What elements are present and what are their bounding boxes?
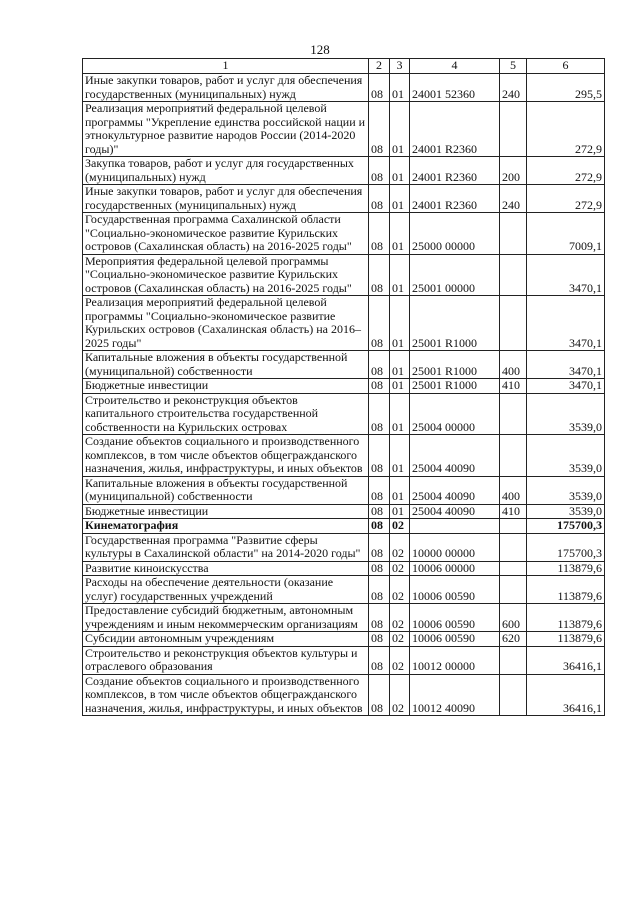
subsection-code-cell: 02 [390,632,410,647]
expense-type-cell [500,102,527,157]
section-code-cell: 08 [369,674,390,716]
budget-table [82,58,605,716]
row-name-cell: Реализация мероприятий федеральной целевой программы "Социально-экономическое развитие Курильских островов (Сахалинская область) на 2016–2025 годы" [83,296,369,351]
row-name-cell: Капитальные вложения в объекты государственной (муниципальной) собственности [83,476,369,504]
row-name-cell: Субсидии автономным учреждениям [83,632,369,647]
expense-type-cell: 200 [500,157,527,185]
amount-cell: 36416,1 [527,674,605,716]
subsection-code-cell: 02 [390,533,410,561]
target-article-cell: 25004 40090 [410,476,500,504]
section-code-cell: 08 [369,213,390,255]
amount-cell: 3539,0 [527,393,605,435]
section-code-cell: 08 [369,632,390,647]
expense-type-cell [500,533,527,561]
amount-cell: 3470,1 [527,379,605,394]
section-code-cell: 08 [369,435,390,477]
subsection-code-cell: 02 [390,646,410,674]
expense-type-cell [500,393,527,435]
expense-type-cell: 600 [500,604,527,632]
page-number: 128 [310,42,330,57]
section-code-cell: 08 [369,379,390,394]
table-row [83,519,605,534]
subsection-code-cell: 02 [390,604,410,632]
target-article-cell: 10000 00000 [410,533,500,561]
target-article-cell: 25004 40090 [410,504,500,519]
column-header: 3 [390,59,410,74]
row-name-cell: Создание объектов социального и производственного комплексов, в том числе объектов общегражданского назначения, жилья, инфраструктуры, и иных объектов [83,674,369,716]
amount-cell: 3470,1 [527,351,605,379]
table-row [83,157,605,185]
table-row [83,213,605,255]
subsection-code-cell: 01 [390,157,410,185]
section-code-cell: 08 [369,576,390,604]
target-article-cell: 25001 R1000 [410,351,500,379]
amount-cell: 272,9 [527,185,605,213]
row-name-cell: Иные закупки товаров, работ и услуг для обеспечения государственных (муниципальных) нужд [83,74,369,102]
section-code-cell: 08 [369,393,390,435]
expense-type-cell [500,561,527,576]
subsection-code-cell: 01 [390,504,410,519]
amount-cell: 36416,1 [527,646,605,674]
amount-cell: 295,5 [527,74,605,102]
row-name-cell: Иные закупки товаров, работ и услуг для обеспечения государственных (муниципальных) нужд [83,185,369,213]
table-row [83,561,605,576]
table-row [83,435,605,477]
target-article-cell: 10006 00000 [410,561,500,576]
expense-type-cell [500,519,527,534]
subsection-code-cell: 01 [390,393,410,435]
target-article-cell: 10006 00590 [410,576,500,604]
row-name-cell: Расходы на обеспечение деятельности (оказание услуг) государственных учреждений [83,576,369,604]
table-row [83,476,605,504]
expense-type-cell [500,435,527,477]
section-code-cell: 08 [369,519,390,534]
target-article-cell: 25001 R1000 [410,379,500,394]
table-row [83,576,605,604]
table-row [83,674,605,716]
target-article-cell: 10006 00590 [410,604,500,632]
target-article-cell: 10012 40090 [410,674,500,716]
section-code-cell: 08 [369,646,390,674]
subsection-code-cell: 01 [390,379,410,394]
subsection-code-cell: 01 [390,476,410,504]
amount-cell: 175700,3 [527,533,605,561]
section-code-cell: 08 [369,351,390,379]
expense-type-cell: 410 [500,504,527,519]
row-name-cell: Строительство и реконструкция объектов капитального строительства государственной собственности на Курильских островах [83,393,369,435]
row-name-cell: Государственная программа Сахалинской области "Социально-экономическое развитие Курильских островов (Сахалинская область) на 2016-2025 годы" [83,213,369,255]
expense-type-cell [500,254,527,296]
section-code-cell: 08 [369,561,390,576]
column-header: 1 [83,59,369,74]
amount-cell: 113879,6 [527,576,605,604]
expense-type-cell: 400 [500,476,527,504]
amount-cell: 113879,6 [527,604,605,632]
expense-type-cell [500,576,527,604]
target-article-cell: 24001 R2360 [410,157,500,185]
section-code-cell: 08 [369,476,390,504]
table-header-row [83,59,605,74]
target-article-cell: 25000 00000 [410,213,500,255]
row-name-cell: Создание объектов социального и производственного комплексов, в том числе объектов общегражданского назначения, жилья, инфраструктуры, и иных объектов [83,435,369,477]
row-name-cell: Государственная программа "Развитие сферы культуры в Сахалинской области" на 2014-2020 годы" [83,533,369,561]
table-row [83,296,605,351]
section-code-cell: 08 [369,74,390,102]
target-article-cell: 25004 00000 [410,393,500,435]
table-row [83,102,605,157]
subsection-code-cell: 01 [390,102,410,157]
target-article-cell: 24001 R2360 [410,102,500,157]
row-name-cell: Закупка товаров, работ и услуг для государственных (муниципальных) нужд [83,157,369,185]
row-name-cell: Предоставление субсидий бюджетным, автономным учреждениям и иным некоммерческим организациям [83,604,369,632]
section-code-cell: 08 [369,604,390,632]
table-row [83,185,605,213]
row-name-cell: Капитальные вложения в объекты государственной (муниципальной) собственности [83,351,369,379]
subsection-code-cell: 01 [390,296,410,351]
subsection-code-cell: 01 [390,435,410,477]
target-article-cell: 25004 40090 [410,435,500,477]
subsection-code-cell: 01 [390,213,410,255]
amount-cell: 3539,0 [527,435,605,477]
table-row [83,533,605,561]
row-name-cell: Мероприятия федеральной целевой программы "Социально-экономическое развитие Курильских островов (Сахалинская область) на 2016-2025 годы" [83,254,369,296]
section-code-cell: 08 [369,157,390,185]
subsection-code-cell: 02 [390,674,410,716]
table-row [83,504,605,519]
table-row [83,74,605,102]
table-row [83,632,605,647]
target-article-cell: 25001 R1000 [410,296,500,351]
target-article-cell: 25001 00000 [410,254,500,296]
amount-cell: 272,9 [527,157,605,185]
target-article-cell: 24001 R2360 [410,185,500,213]
amount-cell: 113879,6 [527,632,605,647]
expense-type-cell [500,296,527,351]
amount-cell: 175700,3 [527,519,605,534]
section-code-cell: 08 [369,102,390,157]
target-article-cell: 10012 00000 [410,646,500,674]
target-article-cell: 24001 52360 [410,74,500,102]
amount-cell: 113879,6 [527,561,605,576]
amount-cell: 3470,1 [527,296,605,351]
section-code-cell: 08 [369,254,390,296]
table-row [83,351,605,379]
subsection-code-cell: 01 [390,74,410,102]
expense-type-cell [500,213,527,255]
expense-type-cell [500,674,527,716]
expense-type-cell [500,646,527,674]
column-header: 6 [527,59,605,74]
row-name-cell: Строительство и реконструкция объектов культуры и отраслевого образования [83,646,369,674]
column-header: 2 [369,59,390,74]
amount-cell: 3539,0 [527,504,605,519]
row-name-cell: Реализация мероприятий федеральной целевой программы "Укрепление единства российской нации и этнокультурное развитие народов России (2014-2020 годы)" [83,102,369,157]
row-name-cell: Бюджетные инвестиции [83,504,369,519]
amount-cell: 3539,0 [527,476,605,504]
subsection-code-cell: 02 [390,576,410,604]
expense-type-cell: 240 [500,74,527,102]
target-article-cell [410,519,500,534]
expense-type-cell: 410 [500,379,527,394]
subsection-code-cell: 02 [390,561,410,576]
amount-cell: 272,9 [527,102,605,157]
column-header: 5 [500,59,527,74]
table-row [83,604,605,632]
table-row [83,379,605,394]
expense-type-cell: 240 [500,185,527,213]
subsection-code-cell: 01 [390,351,410,379]
row-name-cell: Развитие киноискусства [83,561,369,576]
table-row [83,393,605,435]
column-header: 4 [410,59,500,74]
table-row [83,646,605,674]
subsection-code-cell: 02 [390,519,410,534]
target-article-cell: 10006 00590 [410,632,500,647]
table-row [83,254,605,296]
section-code-cell: 08 [369,185,390,213]
expense-type-cell: 620 [500,632,527,647]
row-name-cell: Кинематография [83,519,369,534]
amount-cell: 3470,1 [527,254,605,296]
amount-cell: 7009,1 [527,213,605,255]
expense-type-cell: 400 [500,351,527,379]
section-code-cell: 08 [369,504,390,519]
subsection-code-cell: 01 [390,185,410,213]
subsection-code-cell: 01 [390,254,410,296]
row-name-cell: Бюджетные инвестиции [83,379,369,394]
section-code-cell: 08 [369,533,390,561]
section-code-cell: 08 [369,296,390,351]
